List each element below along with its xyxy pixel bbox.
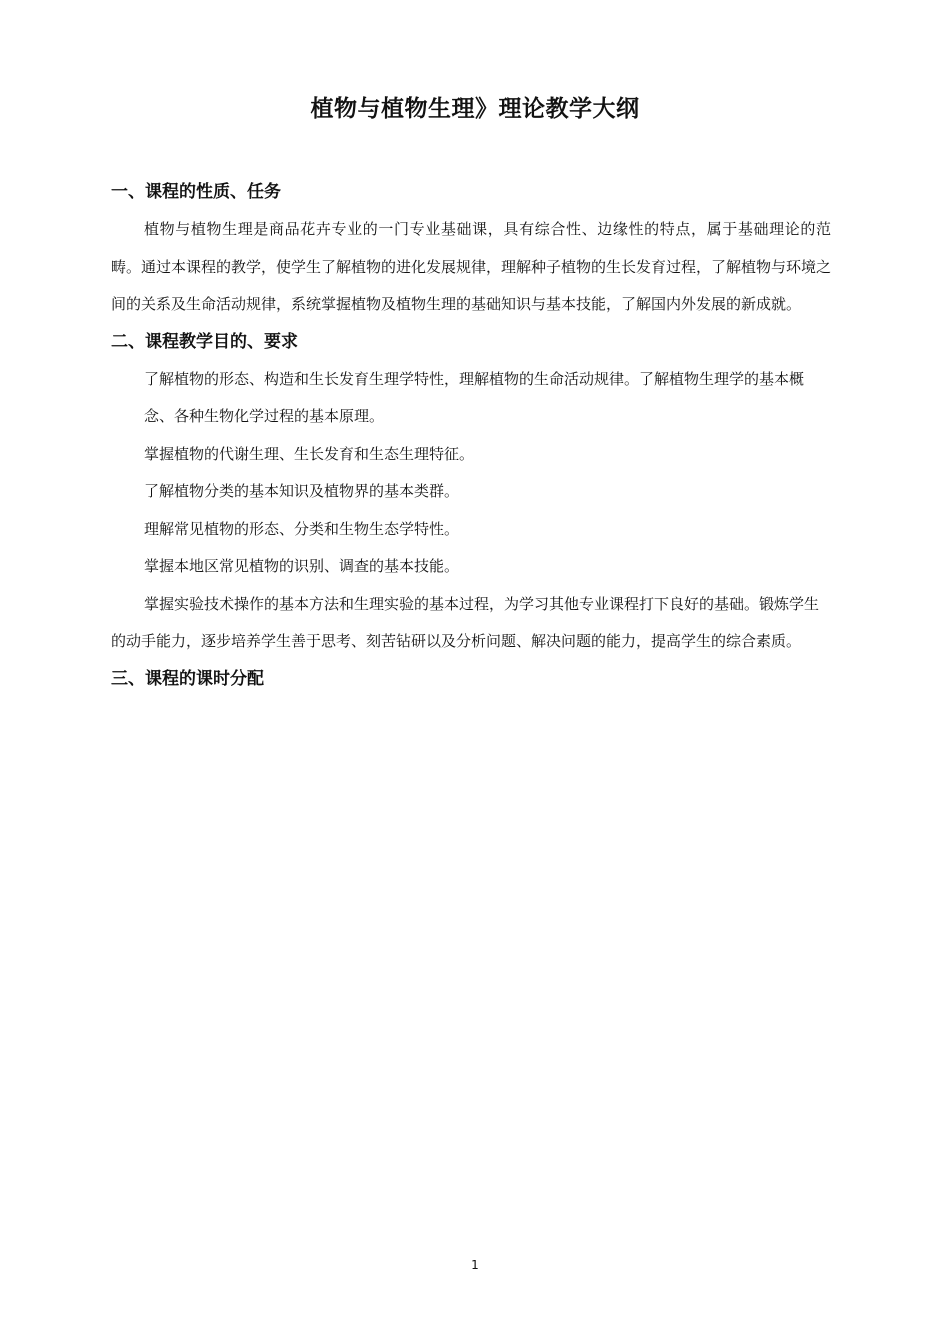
list-item: 掌握本地区常见植物的识别、调查的基本技能。	[144, 557, 460, 575]
section-heading: 二、课程教学目的、要求	[111, 331, 298, 352]
section-heading: 一、课程的性质、任务	[111, 182, 281, 202]
document-body	[111, 174, 831, 698]
list-item: 了解植物的形态、构造和生长发育生理学特性，理解植物的生命活动规律。了解植物生理学的基本概念、各种生物化学过程的基本原理。	[144, 369, 805, 425]
page-number: 1	[471, 1258, 479, 1272]
document-title: 植物与植物生理》理论教学大纲	[310, 96, 640, 122]
list-item: 理解常见植物的形态、分类和生物生态学特性。	[144, 519, 460, 538]
list-item: 掌握实验技术操作的基本方法和生理实验的基本过程，为学习其他专业课程打下良好的基础。锻炼学生的动手能力，逐步培养学生善于思考、刻苦钻研以及分析问题、解决问题的能力，提高学生的综合素质。	[111, 594, 820, 650]
section-objectives-requirements	[111, 324, 831, 661]
section-paragraph: 植物与植物生理是商品花卉专业的一门专业基础课，具有综合性、边缘性的特点，属于基础理论的范畴。通过本课程的教学，使学生了解植物的进化发展规律，理解种子植物的生长发育过程，了解植物与环境之间的关系及生命活动规律，系统掌握植物及植物生理的基础知识与基本技能，了解国内外发展的新成就。	[111, 220, 832, 313]
section-hour-allocation	[111, 661, 831, 698]
section-heading: 三、课程的课时分配	[111, 668, 264, 689]
list-item: 了解植物分类的基本知识及植物界的基本类群。	[144, 482, 460, 500]
section-nature-tasks	[111, 174, 831, 324]
list-item: 掌握植物的代谢生理、生长发育和生态生理特征。	[144, 444, 475, 463]
requirements-list	[111, 361, 831, 661]
